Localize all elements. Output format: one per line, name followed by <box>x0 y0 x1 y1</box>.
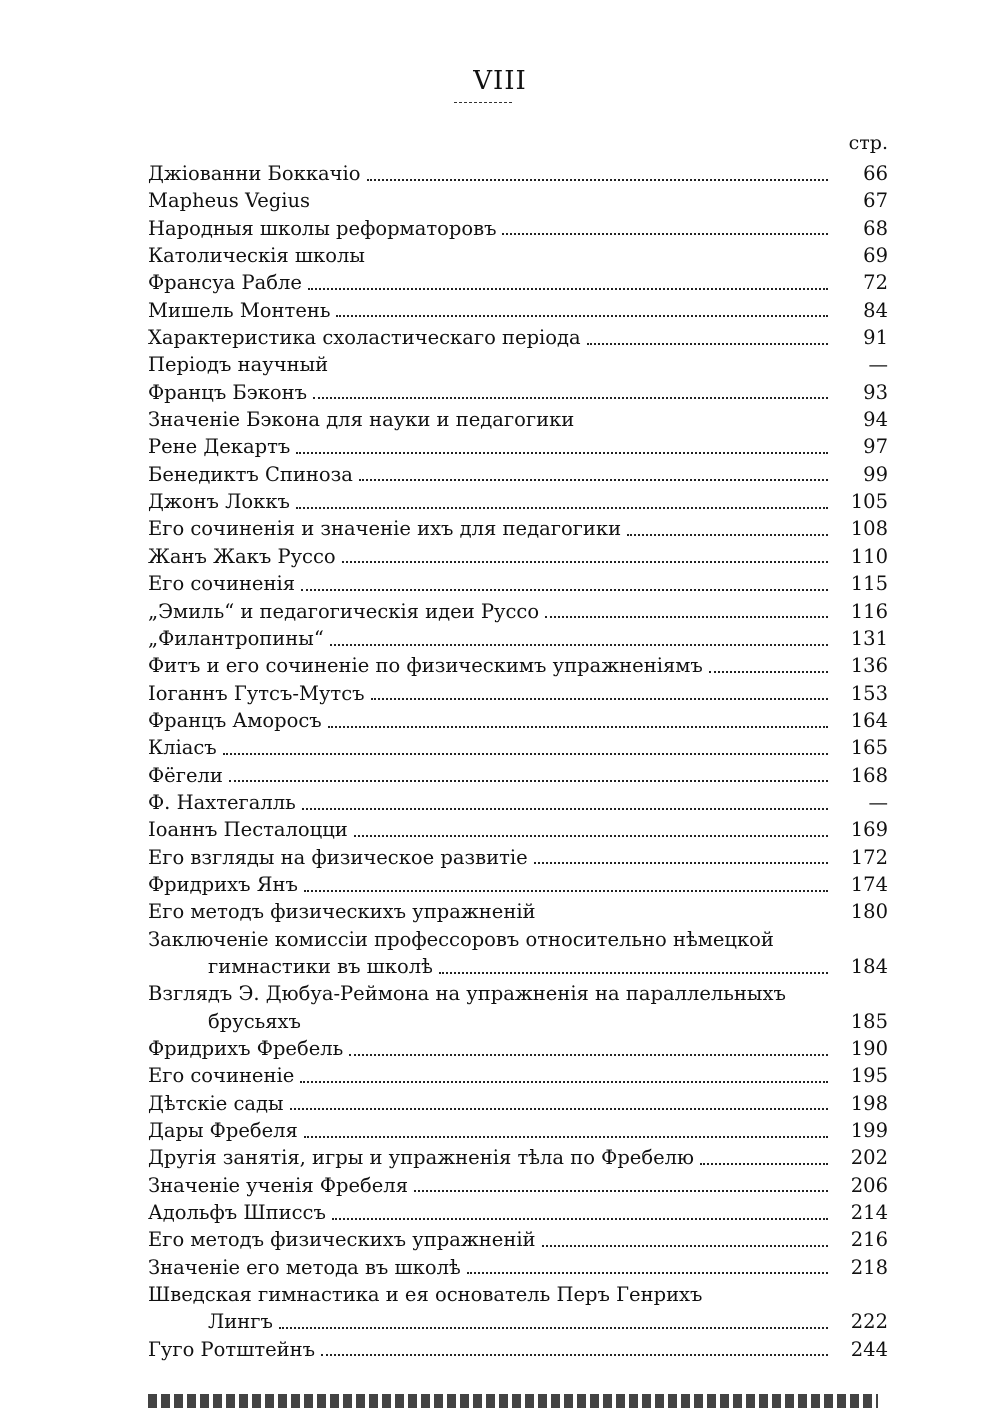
toc-entry-title: Періодъ научный <box>148 353 329 377</box>
toc-entry-title: Фитъ и его сочиненіе по физическимъ упражненіямъ <box>148 654 703 678</box>
dot-leader <box>367 179 828 181</box>
toc-entry-page: 164 <box>850 708 888 732</box>
toc-entry-title: Дѣтскіе сады <box>148 1091 284 1115</box>
toc-entry-title: Значеніе его метода въ школѣ <box>148 1255 461 1279</box>
toc-entry <box>148 926 888 953</box>
dot-leader <box>300 1081 828 1083</box>
toc-entry-title: „Эмиль“ и педагогическія идеи Руссо <box>148 599 540 623</box>
toc-entry <box>148 187 888 214</box>
toc-entry-page: 131 <box>850 626 888 650</box>
toc-entry <box>148 215 888 242</box>
dot-leader <box>359 479 828 481</box>
toc-entry-title: Его сочиненіе <box>148 1064 295 1088</box>
dot-leader <box>296 452 828 454</box>
dot-leader <box>229 780 828 782</box>
toc-entry-page: 184 <box>850 954 888 978</box>
toc-entry <box>148 406 888 433</box>
toc-entry <box>148 1062 888 1089</box>
toc-entry <box>148 1336 888 1363</box>
dot-leader <box>709 671 828 673</box>
toc-entry-title: Его сочиненія <box>148 572 296 596</box>
toc-entry-title: Заключеніе комиссіи профессоровъ относительно нѣмецкой <box>148 927 774 951</box>
dot-leader <box>502 233 828 235</box>
toc-entry-title: Фридрихъ Фребель <box>148 1037 344 1060</box>
toc-entry-page: 91 <box>863 326 888 350</box>
toc-entry <box>148 324 888 351</box>
toc-entry <box>148 953 888 980</box>
dot-leader <box>627 534 828 536</box>
toc-entry <box>148 1226 888 1253</box>
toc-entry-page: 172 <box>850 845 888 869</box>
toc-entry <box>148 980 888 1007</box>
dot-leader <box>302 808 828 810</box>
dot-leader <box>308 288 828 290</box>
toc-entry <box>148 1117 888 1144</box>
toc-entry <box>148 461 888 488</box>
toc-entry-page: 110 <box>850 544 888 568</box>
dot-leader <box>545 616 828 618</box>
toc-entry-title: Францъ Бэконъ <box>148 380 308 404</box>
toc-entry <box>148 680 888 707</box>
toc-entry <box>148 1090 888 1117</box>
toc-entry <box>148 1144 888 1171</box>
toc-entry-title: Его методъ физическихъ упражненій <box>148 1228 536 1252</box>
toc-entry-title: Его взгляды на физическое развитіе <box>148 845 528 869</box>
toc-entry <box>148 242 888 269</box>
dot-leader <box>223 753 828 755</box>
toc-entry <box>148 1199 888 1226</box>
dot-leader <box>330 644 828 646</box>
toc-entry-page: 199 <box>850 1119 888 1143</box>
toc-entry <box>148 488 888 515</box>
page-number-rule <box>454 102 512 103</box>
toc-entry-title: Бенедиктъ Спиноза <box>148 462 353 486</box>
toc-entry-page: 116 <box>850 599 888 623</box>
toc-entry-title: Шведская гимнастика и ея основатель Перъ Генрихъ <box>148 1283 703 1307</box>
toc-entry-page: 67 <box>863 189 888 213</box>
toc-entry-page: 105 <box>850 490 888 514</box>
toc-entry-page: 195 <box>850 1064 888 1088</box>
toc-entry-title: Іоганнъ Гутсъ-Мутсъ <box>148 681 365 705</box>
toc-entry-title: Его сочиненія и значеніе ихъ для педагогики <box>148 517 622 541</box>
toc-entry-title: Характеристика схоластическаго періода <box>148 326 581 350</box>
cut-off-line <box>148 1388 888 1418</box>
toc-entry-title: Значеніе Бэкона для науки и педагогики <box>148 408 575 432</box>
toc-entry-page: 216 <box>850 1228 888 1252</box>
dot-leader <box>304 1136 828 1138</box>
toc-entry <box>148 160 888 187</box>
dot-leader <box>371 698 828 700</box>
dot-leader <box>321 1354 828 1356</box>
dot-leader <box>342 561 828 563</box>
toc-entry-page: 169 <box>850 818 888 842</box>
toc-entry <box>148 625 888 652</box>
toc-entry-page: 168 <box>850 763 888 787</box>
toc-entry-page: 198 <box>850 1091 888 1115</box>
toc-entry-page: 202 <box>850 1146 888 1170</box>
toc-entry-page: 180 <box>850 900 888 924</box>
toc-entry <box>148 433 888 460</box>
toc-entry <box>148 1308 888 1335</box>
toc-entry-page: 165 <box>850 736 888 760</box>
toc-entry <box>148 379 888 406</box>
table-of-contents <box>148 160 888 1363</box>
toc-entry <box>148 297 888 324</box>
toc-entry <box>148 570 888 597</box>
page-column-header: стр. <box>848 132 888 154</box>
dot-leader <box>296 507 828 509</box>
toc-entry <box>148 351 888 378</box>
dot-leader <box>439 972 828 974</box>
toc-entry-title: Другія занятія, игры и упражненія тѣла по Фребелю <box>148 1146 694 1170</box>
toc-entry <box>148 543 888 570</box>
toc-entry-title: Джонъ Локкъ <box>148 490 290 514</box>
toc-entry-title: Мишель Монтень <box>148 298 331 322</box>
toc-entry-page: — <box>868 790 888 814</box>
toc-entry-page: — <box>868 353 888 377</box>
toc-entry-page: 185 <box>850 1009 888 1033</box>
dot-leader <box>354 835 828 837</box>
toc-entry-page: 68 <box>863 216 888 240</box>
toc-entry <box>148 598 888 625</box>
dot-leader <box>467 1272 828 1274</box>
toc-entry <box>148 515 888 542</box>
toc-entry-page: 93 <box>863 380 888 404</box>
toc-entry-page: 94 <box>863 408 888 432</box>
dot-leader <box>542 1245 828 1247</box>
toc-entry <box>148 789 888 816</box>
toc-entry-title: Католическія школы <box>148 244 365 268</box>
toc-entry <box>148 652 888 679</box>
cut-off-text-fragment <box>148 1394 878 1408</box>
toc-entry-page: 190 <box>850 1037 888 1060</box>
toc-entry-title: Ф. Нахтегалль <box>148 790 296 814</box>
toc-entry-page: 214 <box>850 1201 888 1225</box>
toc-entry-title: Народныя школы реформаторовъ <box>148 216 497 240</box>
toc-entry-page: 72 <box>863 271 888 295</box>
toc-entry <box>148 269 888 296</box>
toc-entry-title: Кліасъ <box>148 736 217 760</box>
toc-entry-page: 108 <box>850 517 888 541</box>
toc-entry-title: Лингъ <box>208 1310 273 1334</box>
toc-entry-page: 153 <box>850 681 888 705</box>
toc-entry-page: 222 <box>850 1310 888 1334</box>
toc-entry <box>148 707 888 734</box>
dot-leader <box>290 1108 828 1110</box>
dot-leader <box>328 726 828 728</box>
toc-entry-page: 69 <box>863 244 888 268</box>
toc-entry-page: 218 <box>850 1255 888 1279</box>
toc-entry-page: 66 <box>863 162 888 185</box>
toc-entry-title: Mapheus Vegius <box>148 189 311 213</box>
toc-entry-page: 174 <box>850 872 888 896</box>
toc-entry <box>148 816 888 843</box>
dot-leader <box>313 397 828 399</box>
toc-entry <box>148 762 888 789</box>
toc-entry-title: Франсуа Рабле <box>148 271 302 295</box>
toc-entry-title: гимнастики въ школѣ <box>208 954 433 978</box>
dot-leader <box>414 1190 828 1192</box>
dot-leader <box>336 315 828 317</box>
toc-entry <box>148 1172 888 1199</box>
toc-entry-title: Іоаннъ Песталоцци <box>148 818 348 842</box>
toc-entry-page: 99 <box>863 462 888 486</box>
toc-entry-page: 115 <box>850 572 888 596</box>
toc-entry-page: 97 <box>863 435 888 459</box>
toc-entry <box>148 1035 888 1062</box>
toc-entry-page: 206 <box>850 1173 888 1197</box>
toc-entry <box>148 844 888 871</box>
toc-entry-title: Его методъ физическихъ упражненій <box>148 900 536 924</box>
toc-entry-title: Фридрихъ Янъ <box>148 872 298 896</box>
toc-entry-title: Францъ Аморосъ <box>148 708 322 732</box>
dot-leader <box>279 1327 828 1329</box>
toc-entry-title: Дары Фребеля <box>148 1119 298 1143</box>
toc-entry-title: Жанъ Жакъ Руссо <box>148 544 336 568</box>
toc-entry <box>148 898 888 925</box>
toc-entry-title: Фёгели <box>148 763 223 787</box>
toc-entry-page: 244 <box>850 1337 888 1361</box>
toc-entry-title: Взглядъ Э. Дюбуа-Реймона на упражненія на параллельныхъ <box>148 982 786 1006</box>
toc-entry <box>148 1008 888 1035</box>
dot-leader <box>534 862 828 864</box>
toc-entry <box>148 734 888 761</box>
toc-entry-page: 84 <box>863 298 888 322</box>
toc-entry-title: Джіованни Боккачіо <box>148 162 361 185</box>
toc-entry-title: Адольфъ Шписсъ <box>148 1201 326 1225</box>
toc-entry-page: 136 <box>850 654 888 678</box>
dot-leader <box>304 890 828 892</box>
toc-entry-title: Рене Декартъ <box>148 435 291 459</box>
dot-leader <box>301 589 828 591</box>
dot-leader <box>349 1054 828 1056</box>
page-number: VIII <box>473 66 527 96</box>
toc-entry <box>148 871 888 898</box>
toc-entry-title: брусьяхъ <box>208 1009 301 1033</box>
toc-entry <box>148 1254 888 1281</box>
dot-leader <box>700 1163 828 1165</box>
dot-leader <box>587 343 828 345</box>
toc-entry-title: „Филантропины“ <box>148 626 324 650</box>
toc-entry <box>148 1281 888 1308</box>
dot-leader <box>332 1218 828 1220</box>
toc-entry-title: Значеніе ученія Фребеля <box>148 1173 408 1197</box>
toc-entry-title: Гуго Ротштейнъ <box>148 1337 316 1361</box>
